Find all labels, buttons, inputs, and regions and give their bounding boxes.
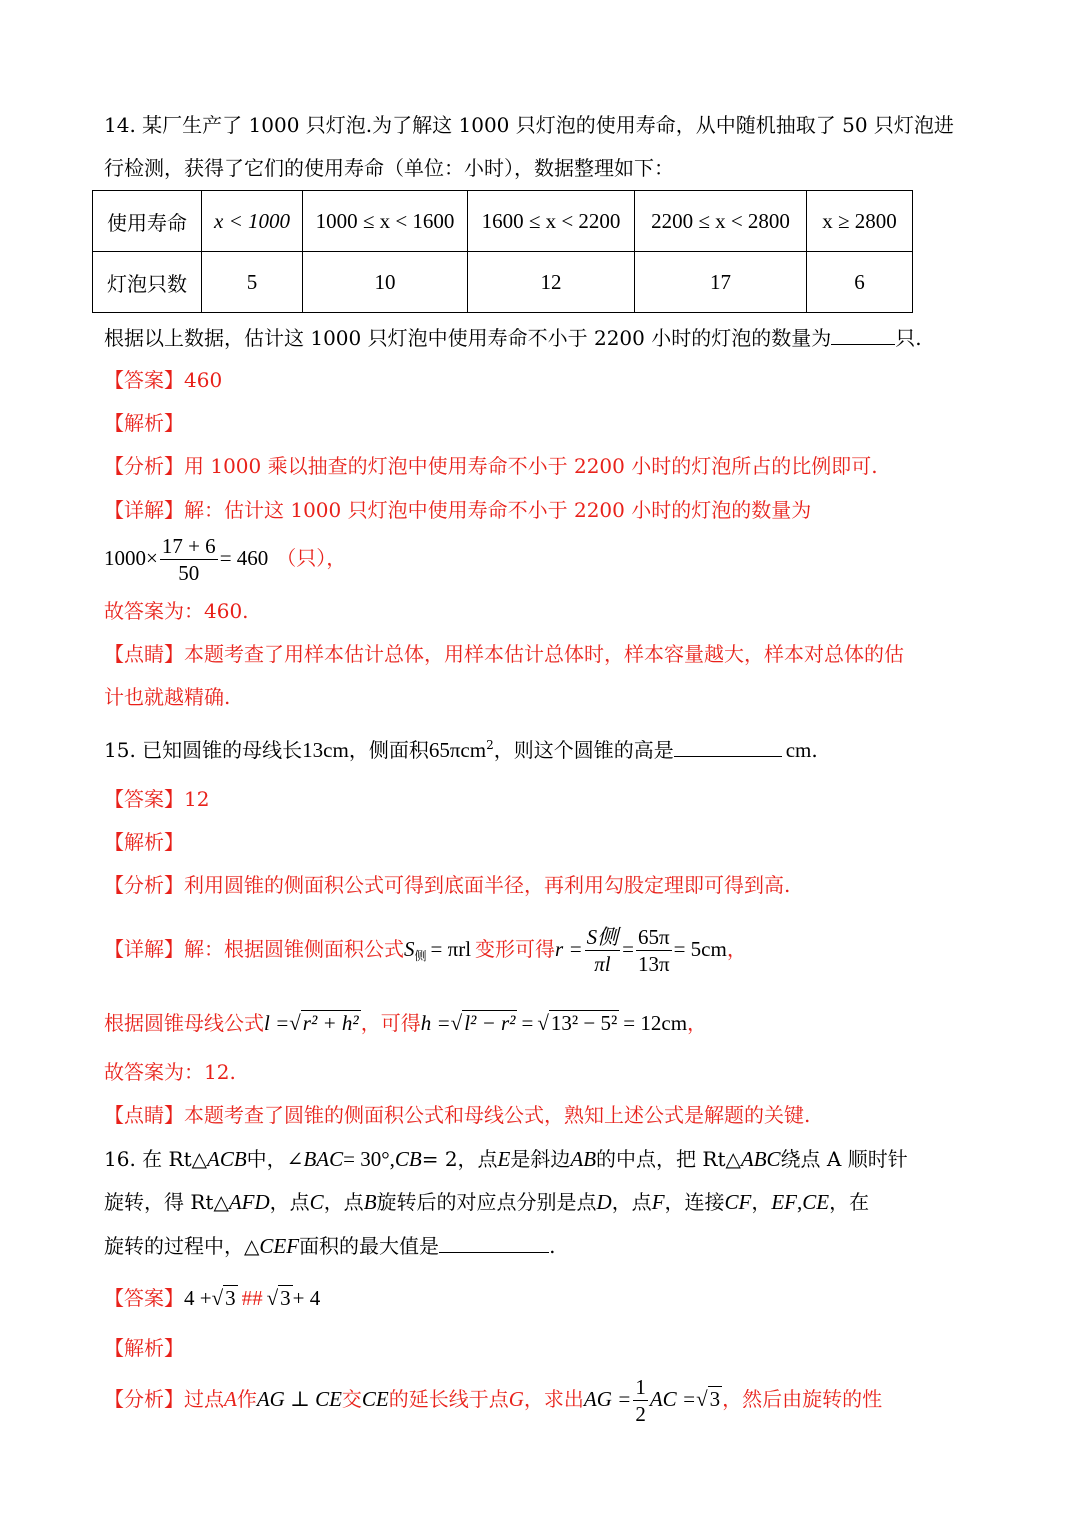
table-cell: x < 1000 [202, 191, 303, 252]
mx-eq: = [521, 1011, 534, 1035]
t: BAC [303, 1147, 344, 1171]
q14-answer: 【答案】460 [104, 368, 223, 392]
t: ACB [207, 1147, 247, 1171]
t: EF [771, 1190, 798, 1214]
q15-text-e: ，则这个圆锥的高是 [493, 738, 674, 762]
t: C [309, 1190, 324, 1214]
t: CE [802, 1190, 830, 1214]
fraction [636, 924, 672, 977]
q15-text-c: ，侧面积 [348, 738, 429, 762]
mx-text-d: ，可得 [360, 1011, 421, 1035]
q15-dianjing: 【点睛】本题考查了圆锥的侧面积公式和母线公式，熟知上述公式是解题的关键. [104, 1103, 811, 1127]
q15-period: . [811, 738, 818, 762]
xj-text: 【详解】解：根据圆锥侧面积公式 [104, 937, 404, 961]
t: ，连接 [664, 1190, 725, 1214]
fraction-denominator: πl [594, 952, 611, 976]
sqrt-radicand: l² − r² [464, 1011, 516, 1035]
table-cell: 6 [807, 252, 913, 313]
t: 面积的最大值是 [299, 1234, 440, 1258]
fraction [585, 924, 621, 977]
sqrt [223, 1285, 238, 1311]
t: CE [361, 1387, 389, 1411]
xj-text-d: 变形可得 [475, 937, 556, 961]
table-cell: 灯泡只数 [93, 252, 202, 313]
q14-line1: 14. 某厂生产了 1000 只灯泡.为了解这 1000 只灯泡的使用寿命，从中随机抽取了 50 只灯泡进 [104, 113, 954, 137]
fraction-numerator: 1 [635, 1375, 646, 1399]
table-cell: 17 [635, 252, 807, 313]
t: 旋转后的对应点分别是点 [376, 1190, 597, 1214]
t: F [651, 1190, 665, 1214]
q16-line2 [104, 1189, 984, 1215]
table-cell: 10 [303, 252, 468, 313]
t: 旋转，得 Rt△ [104, 1190, 229, 1214]
q15-unit: cm [785, 738, 812, 762]
answer-blank [831, 324, 895, 345]
table-cell: 1600 ≤ x < 2200 [468, 191, 635, 252]
t: E [497, 1147, 511, 1171]
t: 是斜边 [510, 1147, 571, 1171]
t: 中，∠ [246, 1147, 304, 1171]
answer-label: 【答案】 [104, 1286, 184, 1310]
t: 旋转的过程中，△ [104, 1234, 260, 1258]
sqrt [462, 1010, 517, 1036]
fraction-numerator: S侧 [586, 925, 619, 949]
t: ，点 [611, 1190, 652, 1214]
xj-sub: 侧 [414, 949, 427, 963]
t: ，求出 [523, 1387, 584, 1411]
table-cell: 2200 ≤ x < 2800 [635, 191, 807, 252]
xj-r: r = [555, 937, 583, 961]
xj-formula: = πrl [430, 937, 472, 961]
q16-fenxi: 【分析】过点A作AG ⊥ CE交CE的延长线于点G，求出AG = $\frac{1}{2}$ AC =√3 ，然后由旋转的性 [104, 1375, 883, 1426]
t: 的延长线于点 [388, 1387, 509, 1411]
sqrt-radicand: 3 [709, 1387, 721, 1411]
fraction-denominator: 50 [178, 561, 200, 585]
t: CF [724, 1190, 752, 1214]
calc-left: 1000× [104, 546, 158, 570]
q16-answer: 【答案】4 +√3 ## √3+ 4 [104, 1286, 321, 1310]
sqrt [301, 1010, 361, 1036]
fraction-denominator: 2 [635, 1402, 646, 1426]
q14-dianjing-2: 计也就越精确. [104, 685, 231, 709]
q14-calculation [104, 532, 984, 586]
t: = 30°, [343, 1147, 395, 1171]
q15-muxian: 根据圆锥母线公式l =√r² + h² ，可得h =√l² − r² = √13² − 5² = 12cm， [104, 1011, 708, 1035]
sqrt-radicand: 13² − 5² [550, 1011, 618, 1035]
q14-jiexi: 【解析】 [104, 411, 184, 435]
fraction-numerator: 65π [637, 925, 670, 949]
t: A [224, 1387, 237, 1411]
t: CB [394, 1147, 422, 1171]
t: B [363, 1190, 377, 1214]
xj-s: S [404, 937, 415, 961]
t: ，然后由旋转的性 [722, 1387, 883, 1411]
t: ABC [740, 1147, 781, 1171]
q15-jiexi: 【解析】 [104, 830, 184, 854]
t: 【分析】过点 [104, 1387, 224, 1411]
mx-l: l = [264, 1011, 290, 1035]
q14-line2: 行检测，获得了它们的使用寿命（单位：小时），数据整理如下： [104, 156, 674, 180]
q14-fenxi: 【分析】用 1000 乘以抽查的灯泡中使用寿命不小于 2200 小时的灯泡所占的比例即可. [104, 454, 878, 478]
table-cell: 5 [202, 252, 303, 313]
q14-question [104, 324, 984, 351]
fraction-numerator: 17 + 6 [161, 534, 216, 558]
t: ，在 [829, 1190, 870, 1214]
t: ，点 [323, 1190, 364, 1214]
t: G [508, 1387, 524, 1411]
table-cell: 12 [468, 252, 635, 313]
table-data-row [93, 252, 913, 313]
t: AG ⊥ CE [256, 1387, 342, 1411]
question-end: 只. [895, 326, 922, 350]
t: ， [751, 1190, 772, 1214]
fraction-denominator: 13π [637, 952, 670, 976]
table-cell: x ≥ 2800 [807, 191, 913, 252]
sqrt [278, 1285, 293, 1311]
calc-right: = 460 [219, 546, 269, 570]
t: . [549, 1234, 556, 1258]
sqrt [549, 1010, 619, 1036]
q15-length: 13cm [302, 738, 349, 762]
t: 4 + [184, 1286, 212, 1310]
answer-blank [674, 736, 782, 757]
sqrt-radicand: r² + h² [302, 1011, 359, 1035]
t: 16. 在 Rt△ [104, 1147, 207, 1171]
lifespan-table [92, 190, 913, 313]
t: 作 [236, 1387, 257, 1411]
mx-result: = 12cm [623, 1011, 688, 1035]
q15-fenxi: 【分析】利用圆锥的侧面积公式可得到底面半径，再利用勾股定理即可得到高. [104, 873, 791, 897]
xj-result: = 5cm [673, 937, 727, 961]
table-header-row [93, 191, 913, 252]
t: AB [570, 1147, 597, 1171]
fraction [160, 533, 218, 586]
t: 的中点，把 Rt△ [596, 1147, 741, 1171]
sqrt-radicand: 3 [280, 1286, 291, 1310]
q15-final: 故答案为：12. [104, 1060, 236, 1084]
fraction [633, 1374, 648, 1427]
q15-xiangjie: 【详解】解：根据圆锥侧面积公式$S_侧 = \pi rl$ 变形可得r = $\frac{\text{S侧}}{\pi l}$ = $\frac{65\pi}{13\pi}$ = 5cm， [104, 925, 747, 976]
question-text: 根据以上数据，估计这 1000 只灯泡中使用寿命不小于 2200 小时的灯泡的数量为 [104, 326, 832, 350]
t: 交 [341, 1387, 362, 1411]
mx-h: h = [420, 1011, 451, 1035]
q16-jiexi: 【解析】 [104, 1336, 184, 1360]
answer-blank [439, 1232, 549, 1253]
calc-unit: （只）， [276, 546, 347, 570]
q15-text-a: 15. 已知圆锥的母线长 [104, 738, 303, 762]
mx-comma: ， [687, 1011, 708, 1035]
t: D [596, 1190, 612, 1214]
q15-answer: 【答案】12 [104, 787, 210, 811]
t: 绕点 A 顺时针 [780, 1147, 908, 1171]
t: = 2，点 [421, 1147, 498, 1171]
q14-final: 故答案为：460. [104, 599, 249, 623]
t: AG = [583, 1387, 632, 1411]
sqrt [708, 1373, 723, 1425]
t: , [797, 1190, 803, 1214]
q15-area: 65πcm [428, 738, 487, 762]
t: ## [241, 1286, 263, 1310]
xj-comma: ， [726, 937, 747, 961]
q14-xiangjie: 【详解】解：估计这 1000 只灯泡中使用寿命不小于 2200 小时的灯泡的数量为 [104, 498, 812, 522]
t: + 4 [292, 1286, 321, 1310]
q15-question: 15. 已知圆锥的母线长13cm，侧面积65πcm$^2$，则这个圆锥的高是 cm. [104, 738, 818, 762]
t: AC = [649, 1387, 697, 1411]
t: ，点 [269, 1190, 310, 1214]
q16-line3 [104, 1232, 984, 1259]
table-cell: 使用寿命 [93, 191, 202, 252]
mx-text: 根据圆锥母线公式 [104, 1011, 264, 1035]
t: CEF [259, 1234, 300, 1258]
table-cell: 1000 ≤ x < 1600 [303, 191, 468, 252]
sqrt-radicand: 3 [225, 1286, 236, 1310]
t: AFD [228, 1190, 270, 1214]
q14-dianjing-1: 【点睛】本题考查了用样本估计总体，用样本估计总体时，样本容量越大，样本对总体的估 [104, 642, 904, 666]
q16-line1 [104, 1146, 984, 1172]
